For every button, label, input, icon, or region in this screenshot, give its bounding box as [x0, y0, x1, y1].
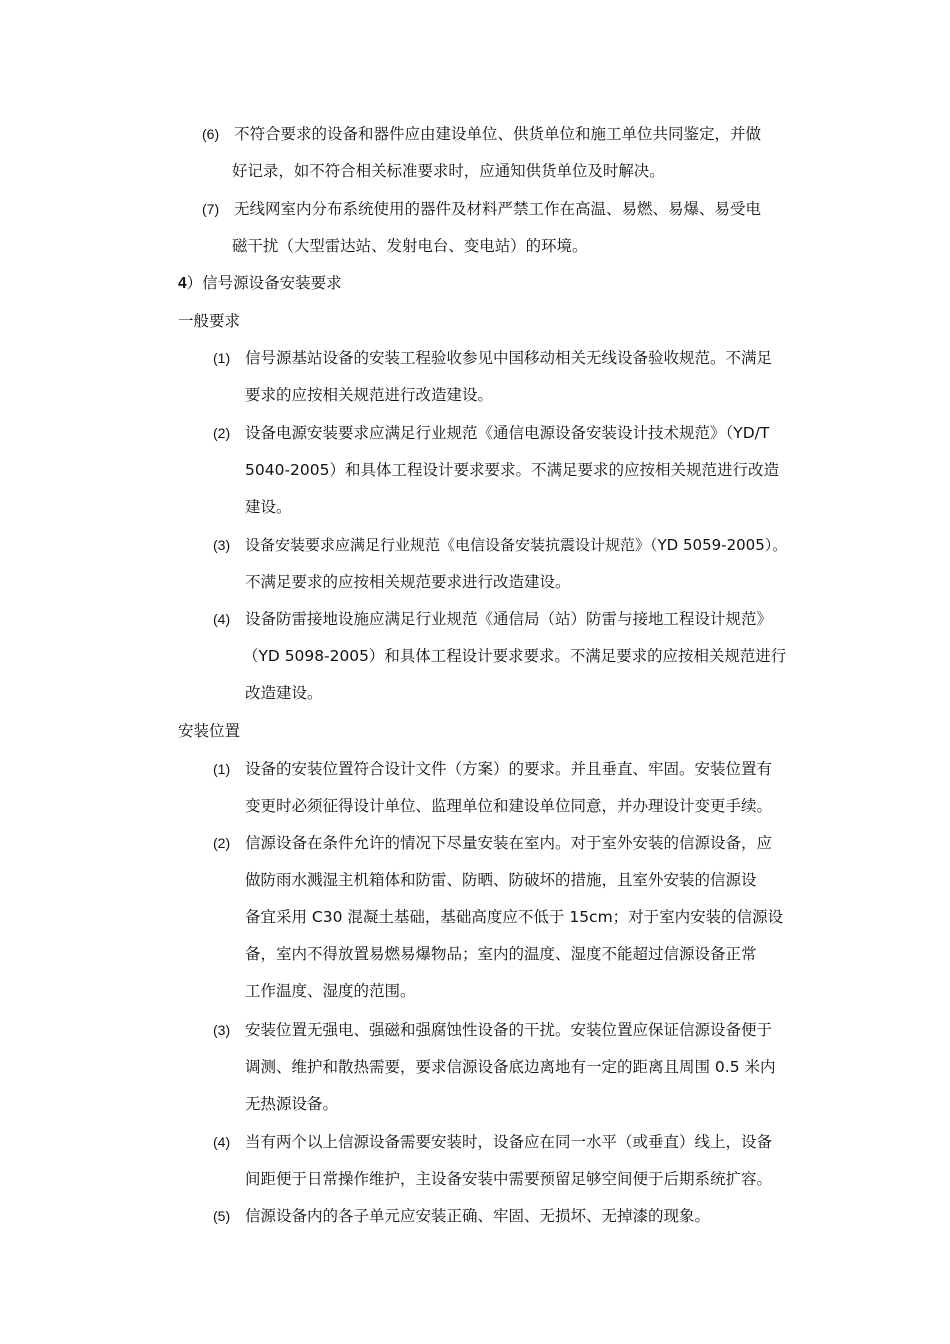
list-text: 信源设备在条件允许的情况下尽量安装在室内。对于室外安装的信源设备，应 做防雨水溅湿主机箱体和防雷、防晒、防破坏的措施，且室外安装的信源设 备宜采用 C30 混凝土基础，基础高度应不低于 15cm；对于室内安装的信源设 备，室内不得放置易燃易爆物品；室内的温度、湿度不能超过信源设备正常 工作温度、湿度的范围。 — [245, 834, 784, 1000]
list-text: 设备安装要求应满足行业规范《电信设备安装抗震设计规范》（YD 5059-2005）。 不满足要求的应按相关规范要求进行改造建设。 — [245, 536, 788, 591]
list-number: (4) — [213, 1134, 231, 1150]
list-number: (5) — [213, 1208, 231, 1224]
section-heading — [178, 265, 342, 302]
list-text: 无线网室内分布系统使用的器件及材料严禁工作在高温、易燃、易爆、易受电 磁干扰（大型雷达站、发射电台、变电站）的环境。 — [232, 200, 762, 255]
list-number: (2) — [213, 835, 231, 851]
subsection-heading: 一般要求 — [178, 312, 241, 330]
list-number: (2) — [213, 425, 231, 441]
list-text: 设备防雷接地设施应满足行业规范《通信局（站）防雷与接地工程设计规范》 （YD 5098-2005）和具体工程设计要求要求。不满足要求的应按相关规范进行 改造建设。 — [243, 610, 787, 702]
list-text: 信号源基站设备的安装工程验收参见中国移动相关无线设备验收规范。不满足 要求的应按相关规范进行改造建设。 — [245, 349, 773, 404]
section-number: 4 — [178, 275, 187, 292]
section-title: ）信号源设备安装要求 — [186, 274, 342, 292]
list-text: 设备的安装位置符合设计文件（方案）的要求。并且垂直、牢固。安装位置有 变更时必须征得设计单位、监理单位和建设单位同意，并办理设计变更手续。 — [245, 760, 773, 815]
list-number: (3) — [213, 537, 231, 553]
list-number: (1) — [213, 761, 231, 777]
list-text: 当有两个以上信源设备需要安装时，设备应在同一水平（或垂直）线上，设备 间距便于日常操作维护，主设备安装中需要预留足够空间便于后期系统扩容。 — [245, 1133, 773, 1188]
list-text: 信源设备内的各子单元应安装正确、牢固、无损坏、无掉漆的现象。 — [245, 1207, 711, 1225]
list-number: (3) — [213, 1022, 231, 1038]
list-text: 设备电源安装要求应满足行业规范《通信电源设备安装设计技术规范》（YD/T 5040-2005）和具体工程设计要求要求。不满足要求的应按相关规范进行改造 建设。 — [245, 424, 779, 516]
list-number: (1) — [213, 350, 231, 366]
list-number: (6) — [202, 126, 220, 142]
list-number: (4) — [213, 611, 231, 627]
subsection-heading: 安装位置 — [178, 722, 241, 740]
list-text: 安装位置无强电、强磁和强腐蚀性设备的干扰。安装位置应保证信源设备便于 调测、维护和散热需要，要求信源设备底边离地有一定的距离且周围 0.5 米内 无热源设备。 — [245, 1021, 776, 1113]
list-text: 不符合要求的设备和器件应由建设单位、供货单位和施工单位共同鉴定，并做 好记录，如不符合相关标准要求时，应通知供货单位及时解决。 — [232, 125, 762, 180]
list-number: (7) — [202, 201, 220, 217]
